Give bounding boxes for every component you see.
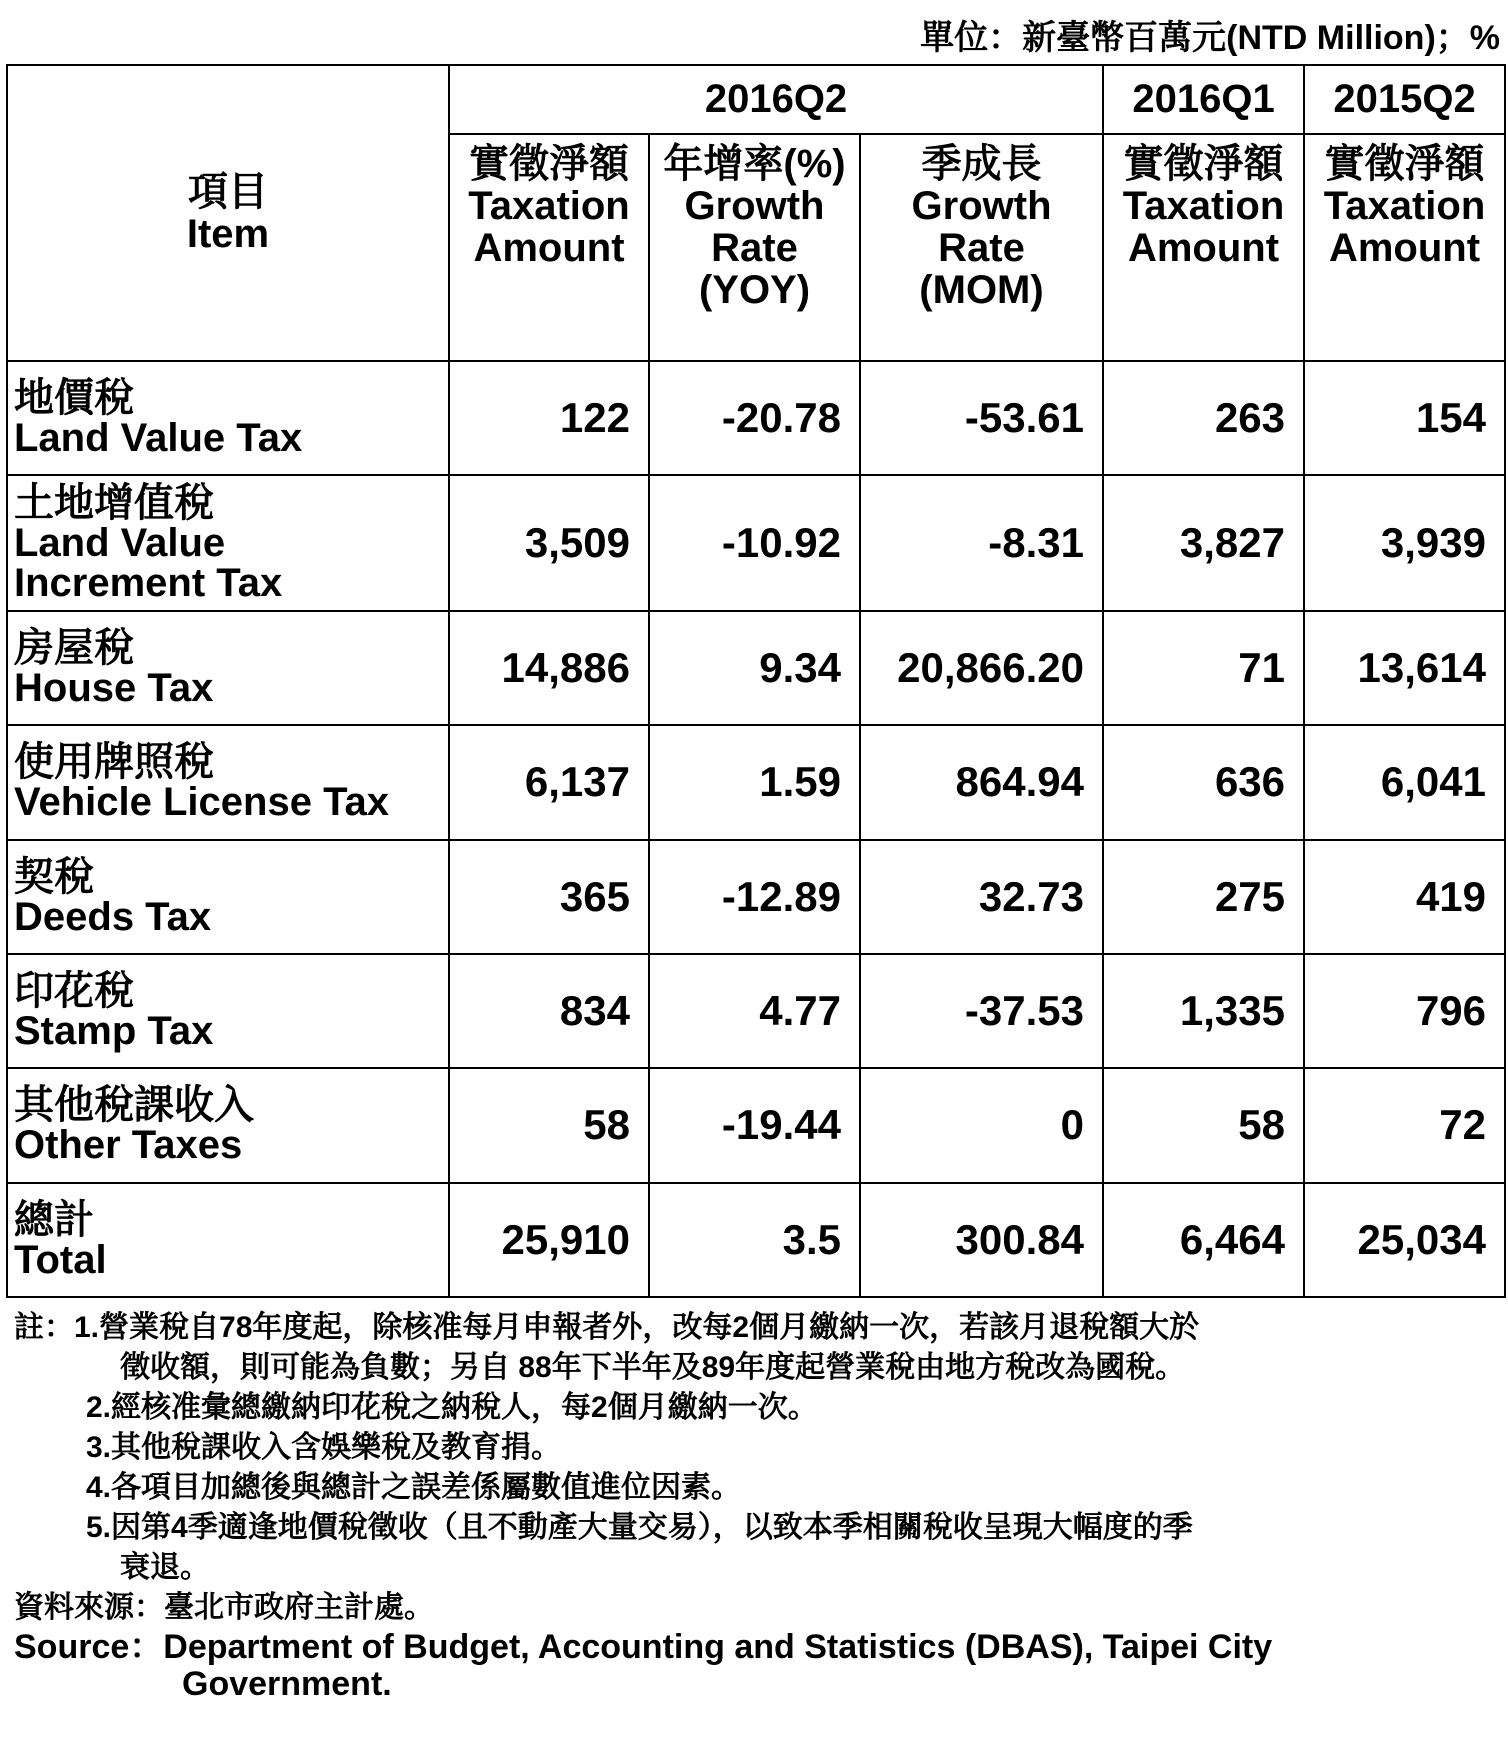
row-label-cn: 土地增值稅 [14, 480, 214, 525]
cell-mom: 0 [860, 1068, 1103, 1182]
cell-amount: 58 [449, 1068, 649, 1182]
cell-yoy: 3.5 [649, 1183, 860, 1297]
header-yoy-en3: (YOY) [698, 268, 811, 313]
cell-amount: 14,886 [449, 611, 649, 725]
cell-q2_prev: 13,614 [1304, 611, 1505, 725]
table-row [7, 725, 1505, 839]
row-label [7, 954, 449, 1068]
cell-q2_prev: 419 [1304, 840, 1505, 954]
table-row [7, 1183, 1505, 1297]
note-1a: 註：1.營業稅自78年度起，除核准每月申報者外，改每2個月繳納一次，若該月退稅額大於 [14, 1311, 1200, 1344]
cell-amount: 25,910 [449, 1183, 649, 1297]
row-label-en1: Stamp Tax [14, 1009, 214, 1054]
row-label-en1: Vehicle License Tax [14, 780, 390, 825]
note-5b: 衰退。 [120, 1551, 210, 1584]
footnotes [14, 1308, 1500, 1702]
tax-revenue-table [6, 64, 1506, 1298]
cell-yoy: -20.78 [649, 361, 860, 475]
header-mom-en2: Rate [938, 226, 1025, 271]
cell-q1: 636 [1103, 725, 1304, 839]
header-amount-prev [1103, 134, 1304, 361]
header-amount-cn: 實徵淨額 [469, 142, 629, 187]
row-label-cn: 總計 [14, 1197, 94, 1242]
source-en-line2: Government. [182, 1665, 392, 1703]
header-mom-en3: (MOM) [919, 268, 1044, 313]
row-label [7, 1183, 449, 1297]
row-label-en1: Land Value [14, 520, 226, 565]
header-yoy-cn: 年增率(%) [663, 142, 846, 187]
header-period-main: 2016Q2 [449, 65, 1103, 134]
header-amount-cn: 實徵淨額 [1324, 142, 1485, 187]
header-amount-main [449, 134, 649, 361]
cell-q1: 1,335 [1103, 954, 1304, 1068]
header-mom-cn: 季成長 [921, 142, 1042, 187]
row-label-en1: House Tax [14, 666, 214, 711]
note-5a: 5.因第4季適逢地價稅徵收（且不動產大量交易），以致本季相關稅收呈現大幅度的季 [86, 1511, 1193, 1544]
header-item-cn: 項目 [188, 169, 268, 214]
source-en [14, 1628, 1500, 1666]
cell-mom: 20,866.20 [860, 611, 1103, 725]
cell-mom: 300.84 [860, 1183, 1103, 1297]
header-item-en: Item [186, 211, 270, 256]
note-1b: 徵收額，則可能為負數；另自 88年下半年及89年度起營業稅由地方稅改為國稅。 [120, 1351, 1186, 1384]
row-label [7, 840, 449, 954]
cell-amount: 3,509 [449, 475, 649, 611]
cell-amount: 834 [449, 954, 649, 1068]
row-label-cn: 其他稅課收入 [14, 1083, 254, 1128]
cell-q2_prev: 3,939 [1304, 475, 1505, 611]
header-period-prev: 2016Q1 [1103, 65, 1304, 134]
header-mom [860, 134, 1103, 361]
table-row [7, 611, 1505, 725]
table-row [7, 475, 1505, 611]
table-row [7, 1068, 1505, 1182]
cell-q2_prev: 796 [1304, 954, 1505, 1068]
cell-q1: 3,827 [1103, 475, 1304, 611]
table-row [7, 954, 1505, 1068]
row-label-cn: 契稅 [14, 854, 94, 899]
header-amount-en2: Amount [1127, 226, 1280, 271]
note-3: 3.其他稅課收入含娛樂稅及教育捐。 [86, 1431, 562, 1464]
row-label-cn: 地價稅 [14, 375, 134, 420]
row-label-cn: 房屋稅 [14, 626, 134, 671]
cell-q1: 71 [1103, 611, 1304, 725]
header-amount-en2: Amount [473, 226, 625, 271]
row-label-cn: 印花稅 [14, 969, 134, 1014]
cell-yoy: -10.92 [649, 475, 860, 611]
header-item [7, 65, 449, 361]
header-yoy [649, 134, 860, 361]
cell-q1: 58 [1103, 1068, 1304, 1182]
cell-yoy: 1.59 [649, 725, 860, 839]
header-yoy-en2: Rate [711, 226, 798, 271]
cell-q1: 275 [1103, 840, 1304, 954]
header-yoy-en1: Growth [684, 184, 825, 229]
cell-q1: 6,464 [1103, 1183, 1304, 1297]
cell-yoy: -19.44 [649, 1068, 860, 1182]
table-row [7, 361, 1505, 475]
cell-q2_prev: 72 [1304, 1068, 1505, 1182]
row-label-en1: Total [14, 1237, 107, 1282]
header-amount-en1: Taxation [468, 184, 630, 229]
header-amount-en2: Amount [1328, 226, 1481, 271]
cell-q1: 263 [1103, 361, 1304, 475]
row-label [7, 361, 449, 475]
cell-amount: 122 [449, 361, 649, 475]
row-label-en1: Deeds Tax [14, 894, 212, 939]
header-period-lastyear: 2015Q2 [1304, 65, 1505, 134]
note-2: 2.經核准彙總繳納印花稅之納稅人，每2個月繳納一次。 [86, 1391, 818, 1424]
cell-mom: -8.31 [860, 475, 1103, 611]
row-label [7, 725, 449, 839]
source-en-line1: Source：Department of Budget, Accounting and Statistics (DBAS), Taipei City [14, 1628, 1273, 1666]
header-amount-en1: Taxation [1323, 184, 1486, 229]
cell-amount: 6,137 [449, 725, 649, 839]
header-amount-cn: 實徵淨額 [1123, 142, 1284, 187]
cell-yoy: 4.77 [649, 954, 860, 1068]
row-label [7, 1068, 449, 1182]
note-4: 4.各項目加總後與總計之誤差係屬數值進位因素。 [86, 1471, 742, 1504]
header-amount-en1: Taxation [1122, 184, 1285, 229]
row-label-en1: Other Taxes [14, 1123, 243, 1168]
row-label [7, 611, 449, 725]
cell-yoy: 9.34 [649, 611, 860, 725]
cell-amount: 365 [449, 840, 649, 954]
unit-label: 單位：新臺幣百萬元(NTD Million)；% [920, 19, 1500, 57]
cell-q2_prev: 154 [1304, 361, 1505, 475]
cell-mom: 32.73 [860, 840, 1103, 954]
row-label-en1: Land Value Tax [14, 415, 303, 460]
source-cn: 資料來源：臺北市政府主計處。 [14, 1591, 434, 1624]
header-mom-en1: Growth [911, 184, 1052, 229]
row-label [7, 475, 449, 611]
cell-mom: -53.61 [860, 361, 1103, 475]
header-amount-lastyear [1304, 134, 1505, 361]
table-row [7, 840, 1505, 954]
cell-mom: -37.53 [860, 954, 1103, 1068]
cell-mom: 864.94 [860, 725, 1103, 839]
cell-q2_prev: 6,041 [1304, 725, 1505, 839]
cell-yoy: -12.89 [649, 840, 860, 954]
row-label-en2: Increment Tax [14, 560, 283, 605]
cell-q2_prev: 25,034 [1304, 1183, 1505, 1297]
row-label-cn: 使用牌照稅 [14, 740, 214, 785]
